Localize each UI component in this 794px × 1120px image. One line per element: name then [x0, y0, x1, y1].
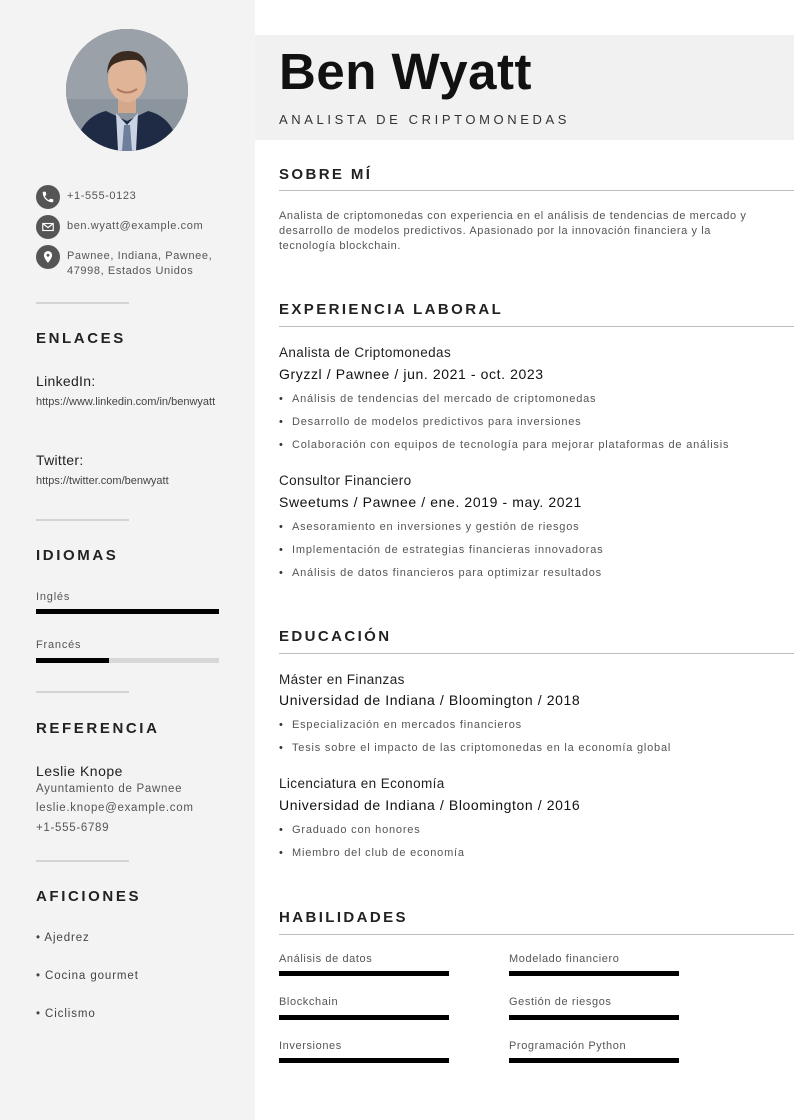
degree-bullet: • Graduado con honores: [279, 824, 421, 836]
about-text: Analista de criptomonedas con experiencia en el análisis de tendencias de mercado y desarrollo de modelos predictivos. Apasionado por la innovación financiera y la tecnología blockchain.: [279, 210, 747, 252]
job-title: ANALISTA DE CRIPTOMONEDAS: [279, 112, 571, 127]
map-pin-icon: [36, 245, 60, 269]
contact-phone: +1-555-0123: [67, 190, 137, 202]
degree-school-year: Universidad de Indiana / Bloomington / 2018: [279, 692, 581, 708]
sidebar-divider: [36, 302, 129, 304]
hobby-item: • Cocina gourmet: [36, 970, 139, 982]
profile-photo: [66, 29, 188, 151]
skill-level-fill: [279, 1015, 449, 1020]
degree-bullet: • Especialización en mercados financieros: [279, 719, 522, 731]
education-heading: EDUCACIÓN: [279, 628, 392, 645]
section-rule: [279, 934, 794, 935]
job-bullet: • Desarrollo de modelos predictivos para inversiones: [279, 416, 582, 428]
skill-name: Blockchain: [279, 996, 339, 1008]
reference-name: Leslie Knope: [36, 763, 123, 779]
skill-level-bar: [279, 1058, 449, 1063]
section-rule: [279, 653, 794, 654]
job-company-dates: Sweetums / Pawnee / ene. 2019 - may. 2021: [279, 494, 582, 510]
language-name: Francés: [36, 639, 82, 651]
hobbies-heading: AFICIONES: [36, 888, 142, 905]
skill-level-bar: [509, 1015, 679, 1020]
section-rule: [279, 190, 794, 191]
hobby-item: • Ciclismo: [36, 1008, 96, 1020]
envelope-icon: [36, 215, 60, 239]
skill-level-fill: [509, 1015, 679, 1020]
job-bullet: • Asesoramiento en inversiones y gestión de riesgos: [279, 521, 580, 533]
phone-icon: [36, 185, 60, 209]
job-bullet: • Análisis de datos financieros para optimizar resultados: [279, 567, 602, 579]
sidebar-divider: [36, 691, 129, 693]
linkedin-label: LinkedIn:: [36, 373, 96, 389]
language-level-fill: [36, 609, 219, 614]
degree-school-year: Universidad de Indiana / Bloomington / 2016: [279, 797, 581, 813]
job-bullet: • Colaboración con equipos de tecnología para mejorar plataformas de análisis: [279, 439, 730, 451]
skill-level-fill: [279, 1058, 449, 1063]
section-rule: [279, 326, 794, 327]
contact-email[interactable]: ben.wyatt@example.com: [67, 220, 204, 232]
sidebar-divider: [36, 860, 129, 862]
profile-photo-image: [66, 29, 188, 151]
skill-level-fill: [509, 971, 679, 976]
skill-level-bar: [279, 1015, 449, 1020]
links-heading: ENLACES: [36, 330, 126, 347]
degree-bullet: • Tesis sobre el impacto de las criptomonedas en la economía global: [279, 742, 672, 754]
contact-email-row: [36, 215, 227, 239]
hobby-item: • Ajedrez: [36, 932, 90, 944]
languages-heading: IDIOMAS: [36, 547, 119, 564]
skill-name: Modelado financiero: [509, 953, 620, 965]
skill-level-fill: [279, 971, 449, 976]
sidebar-divider: [36, 519, 129, 521]
contact-phone-row: [36, 185, 227, 209]
skill-name: Gestión de riesgos: [509, 996, 612, 1008]
skill-level-fill: [509, 1058, 679, 1063]
language-level-bar: [36, 658, 219, 663]
job-position: Consultor Financiero: [279, 473, 412, 488]
contact-address-row: [36, 245, 227, 279]
skill-name: Inversiones: [279, 1040, 342, 1052]
skill-level-bar: [509, 971, 679, 976]
degree-title: Máster en Finanzas: [279, 672, 405, 687]
reference-org: Ayuntamiento de Pawnee: [36, 783, 183, 795]
skill-level-bar: [279, 971, 449, 976]
degree-title: Licenciatura en Economía: [279, 776, 445, 791]
skill-level-bar: [509, 1058, 679, 1063]
reference-phone: +1-555-6789: [36, 822, 110, 834]
linkedin-link[interactable]: https://www.linkedin.com/in/benwyatt: [36, 396, 216, 408]
twitter-link[interactable]: https://twitter.com/benwyatt: [36, 475, 169, 487]
degree-bullet: • Miembro del club de economía: [279, 847, 465, 859]
candidate-name: Ben Wyatt: [279, 43, 532, 100]
job-bullet: • Análisis de tendencias del mercado de criptomonedas: [279, 393, 597, 405]
reference-heading: REFERENCIA: [36, 720, 160, 737]
skill-name: Análisis de datos: [279, 953, 373, 965]
language-name: Inglés: [36, 591, 71, 603]
contact-address: Pawnee, Indiana, Pawnee, 47998, Estados Unidos: [67, 250, 213, 277]
skill-name: Programación Python: [509, 1040, 627, 1052]
reference-email[interactable]: leslie.knope@example.com: [36, 802, 194, 814]
twitter-label: Twitter:: [36, 452, 84, 468]
language-level-bar: [36, 609, 219, 614]
job-bullet: • Implementación de estrategias financieras innovadoras: [279, 544, 604, 556]
about-heading: SOBRE MÍ: [279, 166, 373, 183]
language-level-fill: [36, 658, 109, 663]
job-company-dates: Gryzzl / Pawnee / jun. 2021 - oct. 2023: [279, 366, 544, 382]
experience-heading: EXPERIENCIA LABORAL: [279, 301, 504, 318]
job-position: Analista de Criptomonedas: [279, 345, 452, 360]
skills-heading: HABILIDADES: [279, 909, 408, 926]
